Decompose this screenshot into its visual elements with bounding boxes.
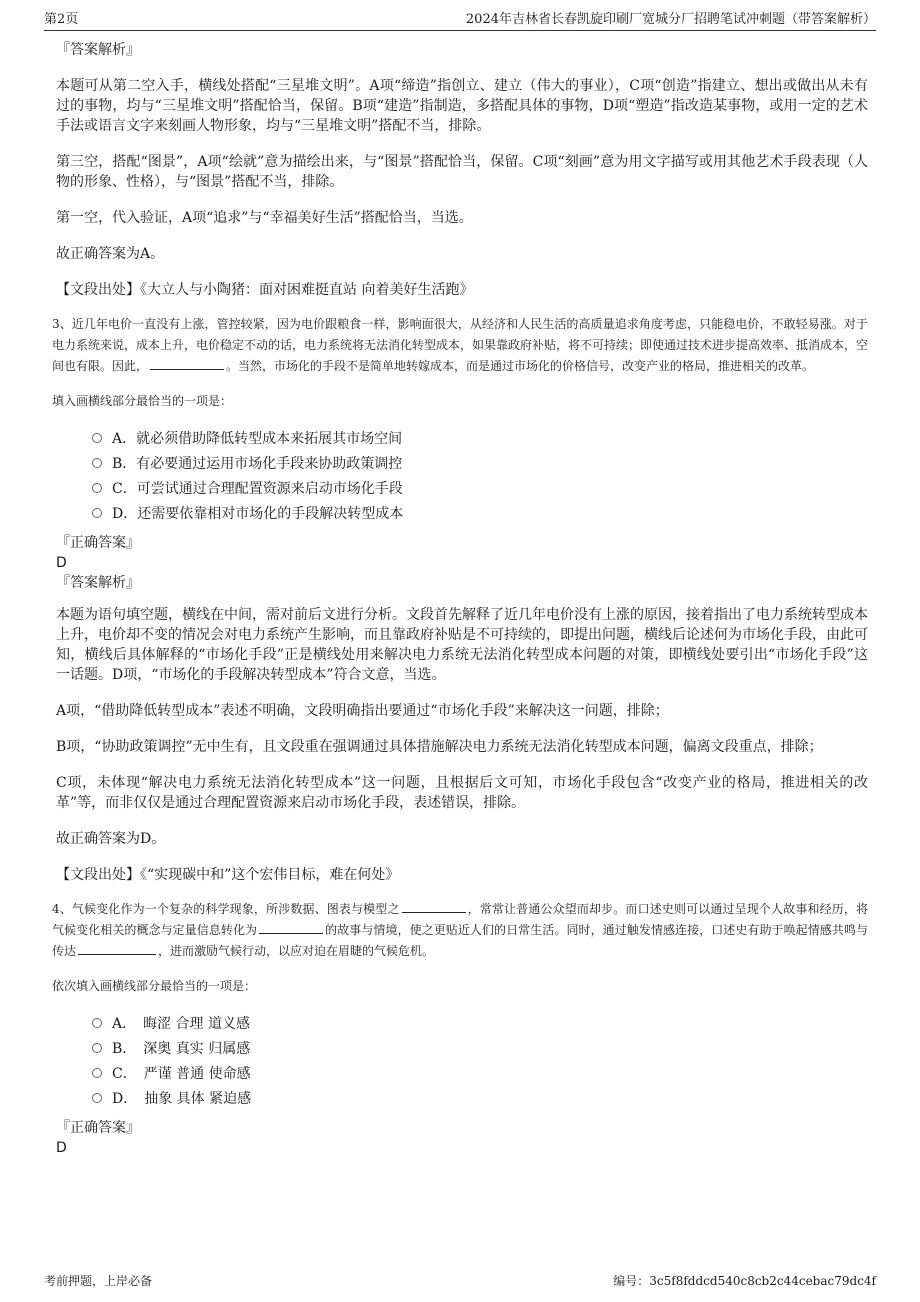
- q2-analysis-label: 『答案解析』: [56, 42, 140, 58]
- q3-analysis-p3: B项，“协助政策调控”无中生有，且文段重在强调通过具体措施解决电力系统无法消化转型成本问题，偏离文段重点，排除；: [56, 739, 823, 755]
- radio-icon[interactable]: [92, 1043, 102, 1053]
- q3-option-c[interactable]: [92, 477, 868, 502]
- q3-option-d-label: D．还需要依靠相对市场化的手段解决转型成本: [112, 506, 404, 522]
- q3-analysis-p5: 故正确答案为D。: [56, 831, 166, 847]
- document-title: 2024年吉林省长春凯旋印刷厂宽城分厂招聘笔试冲刺题（带答案解析）: [465, 12, 876, 27]
- q4-option-a[interactable]: [92, 1012, 868, 1037]
- page-footer: [44, 1271, 876, 1291]
- q3-prompt: 填入画横线部分最恰当的一项是：: [52, 394, 233, 408]
- q3-option-d[interactable]: [92, 502, 868, 527]
- radio-icon[interactable]: [92, 433, 102, 443]
- q4-option-a-label: A． 晦涩 合理 道义感: [112, 1016, 251, 1032]
- q4-option-c-label: C． 严谨 普通 使命感: [112, 1066, 251, 1082]
- q2-source: 【文段出处】《大立人与小陶猪：面对困难挺直站 向着美好生活跑》: [56, 282, 474, 298]
- q2-analysis-p4: 故正确答案为A。: [56, 246, 165, 262]
- q2-analysis-p2: 第三空，搭配“图景”，A项“绘就”意为描绘出来，与“图景”搭配恰当，保留。C项“刻画”意为用文字描写或用其他艺术手段表现（人物的形象、性格），与“图景”搭配不当，排除。: [56, 154, 868, 190]
- radio-icon[interactable]: [92, 1093, 102, 1103]
- q3-option-b-label: B．有必要通过运用市场化手段来协助政策调控: [112, 456, 403, 472]
- q3-source: 【文段出处】《“实现碳中和”这个宏伟目标，难在何处》: [56, 867, 400, 883]
- radio-icon[interactable]: [92, 1068, 102, 1078]
- document-body: [52, 40, 869, 1158]
- q3-blank: [150, 357, 224, 370]
- footer-slogan: 考前押题，上岸必备: [44, 1274, 153, 1288]
- q3-analysis-label: 『答案解析』: [56, 575, 140, 591]
- document-id: 编号：3c5f8fddcd540c8cb2c44cebac79dc4f: [613, 1274, 876, 1288]
- q3-options: [92, 427, 868, 527]
- q3-analysis-p2: A项，“借助降低转型成本”表述不明确，文段明确指出要通过“市场化手段”来解决这一问题，排除；: [56, 703, 669, 719]
- q4-option-d-label: D． 抽象 具体 紧迫感: [112, 1091, 252, 1107]
- q3-text-after: 。当然，市场化的手段不是简单地转嫁成本，而是通过市场化的价格信号，改变产业的格局，推进相关的改革。: [226, 359, 815, 373]
- q4-text-3: 的故事与情境，使之更贴近人们的日常生活。同时，通过触发情感连接，口述史有助于唤起情感共鸣与传达: [52, 923, 868, 958]
- q4-option-d[interactable]: [92, 1087, 868, 1112]
- radio-icon[interactable]: [92, 1018, 102, 1028]
- q3-option-c-label: C．可尝试通过合理配置资源来启动市场化手段: [112, 481, 403, 497]
- q4-text-4: ，进而激励气候行动，以应对迫在眉睫的气候危机。: [158, 944, 435, 958]
- q2-analysis-p1: 本题可从第二空入手，横线处搭配“三星堆文明”。A项“缔造”指创立、建立（伟大的事业），C项“创造”指建立、想出或做出从未有过的事物，均与“三星堆文明”搭配恰当，保留。B项“建造”指制造，多搭配具体的事物，D项“塑造”指改造某事物，或用一定的艺术手法或语言文字来刻画人物形象，均与“三星堆文明”搭配不当，排除。: [56, 78, 868, 134]
- q4-text-1: 4、气候变化作为一个复杂的科学现象，所涉数据、图表与模型之: [52, 902, 400, 916]
- q3-correct-label: 『正确答案』: [56, 535, 140, 551]
- q3-correct-answer: D: [56, 555, 67, 571]
- q4-correct-answer: D: [56, 1140, 67, 1156]
- q3-option-b[interactable]: [92, 452, 868, 477]
- q4-blank-2: [259, 921, 323, 934]
- q4-option-c[interactable]: [92, 1062, 868, 1087]
- q4-prompt: 依次填入画横线部分最恰当的一项是：: [52, 979, 257, 993]
- radio-icon[interactable]: [92, 508, 102, 518]
- q4-blank-3: [78, 942, 156, 955]
- q3-analysis-p4: C项，未体现“解决电力系统无法消化转型成本”这一问题，且根据后文可知，市场化手段包含“改变产业的格局，推进相关的改革”等，而非仅仅是通过合理配置资源来启动市场化手段，表述错误，排除。: [56, 775, 868, 811]
- radio-icon[interactable]: [92, 458, 102, 468]
- radio-icon[interactable]: [92, 483, 102, 493]
- q3-analysis-p1: 本题为语句填空题，横线在中间，需对前后文进行分析。文段首先解释了近几年电价没有上涨的原因，接着指出了电力系统转型成本上升，电价却不变的情况会对电力系统产生影响，而且靠政府补贴是不可持续的，即提出问题，横线后论述何为市场化手段，由此可知，横线后具体解释的“市场化手段”正是横线处用来解决电力系统无法消化转型成本问题的对策，即横线处要引出“市场化手段”这一话题。D项，“市场化的手段解决转型成本”符合文意，当选。: [56, 607, 868, 683]
- page-header: [44, 10, 876, 31]
- page-number: 第2页: [44, 12, 79, 27]
- q4-text-2: ，常常让普通公众望而却步。而口述史则可以通过呈现个人故事和经历，将气候变化相关的概念与定量信息转化为: [52, 902, 868, 937]
- q3-question-text: [52, 314, 868, 377]
- q4-option-b[interactable]: [92, 1037, 868, 1062]
- q3-option-a[interactable]: [92, 427, 868, 452]
- q3-option-a-label: A．就必须借助降低转型成本来拓展其市场空间: [112, 431, 403, 447]
- q4-options: [92, 1012, 868, 1112]
- q4-blank-1: [402, 900, 466, 913]
- q3-text-before: 3、近几年电价一直没有上涨，管控较紧，因为电价跟粮食一样，影响面很大，从经济和人民生活的高质量追求角度考虑，只能稳电价，不敢轻易涨。对于电力系统来说，成本上升，电价稳定不动的话，电力系统将无法消化转型成本，如果靠政府补贴，将不可持续；即使通过技术进步提高效率、抵消成本，空间也有限。因此，: [52, 317, 869, 373]
- q4-question-text: [52, 899, 868, 962]
- q2-analysis-p3: 第一空，代入验证，A项“追求”与“幸福美好生活”搭配恰当，当选。: [56, 210, 473, 226]
- q4-correct-label: 『正确答案』: [56, 1120, 140, 1136]
- q4-option-b-label: B． 深奥 真实 归属感: [112, 1041, 251, 1057]
